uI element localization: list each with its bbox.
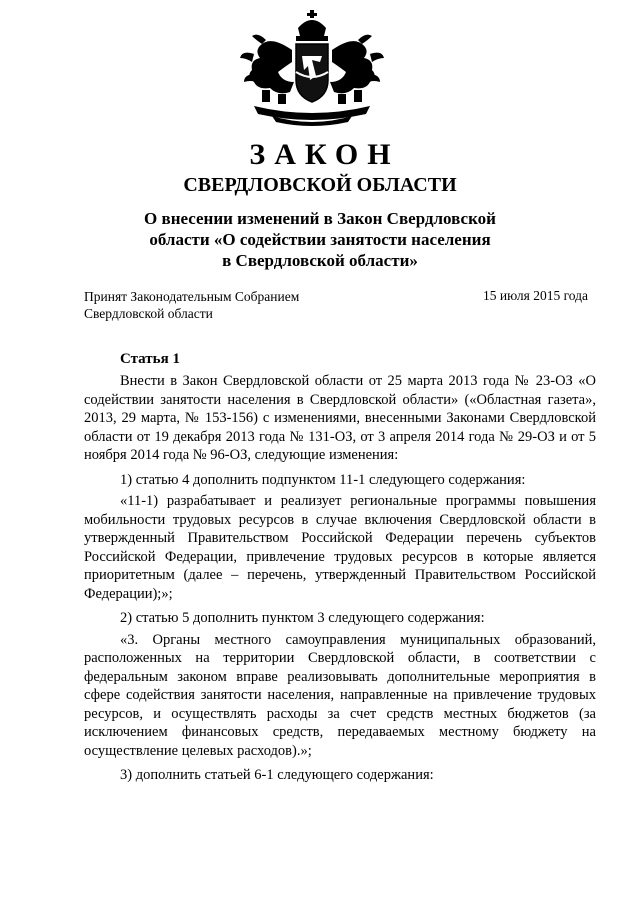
region-title: СВЕРДЛОВСКОЙ ОБЛАСТИ — [183, 174, 457, 196]
subject-line: О внесении изменений в Закон Свердловской — [144, 209, 496, 228]
law-title: ЗАКОН — [249, 138, 400, 171]
article-paragraph: 3) дополнить статьей 6-1 следующего содержания: — [120, 767, 434, 783]
article-paragraph: «3. Органы местного самоуправления муниципальных образований, расположенных на территории Свердловской области, в соответствии с федеральным законом вправе реализовывать дополнительные мероприятия в сфере содействия занятости населения, направленные на привлечение трудовых ресурсов, и осуществлять расходы за счет средств местных бюджетов (за исключением финансовых средств, передаваемых местному бюджету на осуществление целевых расходов).»; — [84, 631, 596, 759]
adoption-date: 15 июля 2015 года — [483, 288, 588, 303]
article-body — [84, 372, 596, 791]
coat-of-arms-emblem — [232, 10, 392, 130]
adoption-statement — [84, 288, 384, 322]
subject-line: в Свердловской области» — [222, 251, 418, 270]
subject-line: области «О содействии занятости населения — [149, 230, 491, 249]
article-paragraph: Внести в Закон Свердловской области от 25 марта 2013 года № 23-ОЗ «О содействии занятости населения в Свердловской области» («Областная газета», 2013, 29 марта, № 153-156) с изменениями, внесенными Законами Свердловской области от 19 декабря 2013 года № 131-ОЗ, от 3 апреля 2014 года № 29-ОЗ и от 5 ноября 2014 года № 96-ОЗ, следующие изменения: — [84, 373, 596, 463]
article-heading: Статья 1 — [120, 351, 180, 367]
adoption-line: Свердловской области — [84, 306, 213, 321]
article-paragraph: 1) статью 4 дополнить подпунктом 11-1 следующего содержания: — [120, 471, 526, 488]
article-paragraph: «11-1) разрабатывает и реализует региональные программы повышения мобильности трудовых ресурсов в случае включения Свердловской области в утвержденный Правительством Российской Федерации перечень субъектов Российской Федерации, привлечение трудовых ресурсов в которые является приоритетным (далее – перечень, утвержденный Правительством Российской Федерации);»; — [84, 493, 596, 602]
adoption-line: Принят Законодательным Собранием — [84, 289, 300, 304]
article-paragraph: 2) статью 5 дополнить пунктом 3 следующего содержания: — [120, 610, 485, 626]
law-subject-title — [110, 208, 530, 271]
